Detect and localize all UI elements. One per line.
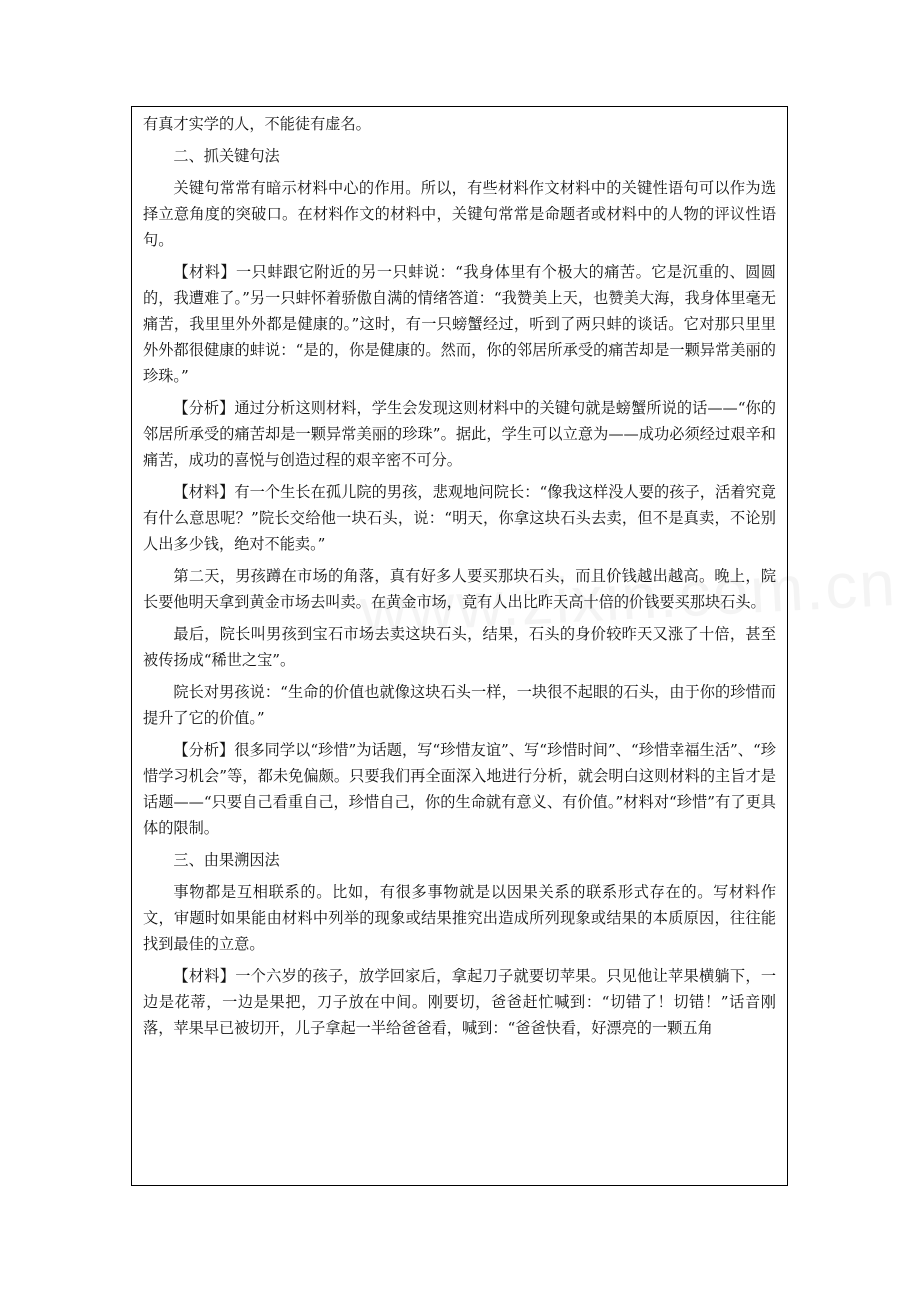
paragraph: 事物都是互相联系的。比如，有很多事物就是以因果关系的联系形式存在的。写材料作文，审题时如果能由材料中列举的现象或结果推究出造成所列现象或结果的本质原因，往往能找到最佳的立意。 [143, 883, 776, 953]
paragraph: 院长对男孩说：“生命的价值也就像这块石头一样，一块很不起眼的石头，由于你的珍惜而提升了它的价值。” [143, 683, 776, 727]
section-heading-cause-effect: 三、由果溯因法 [173, 851, 280, 869]
paragraph: 第二天，男孩蹲在市场的角落，真有好多人要买那块石头，而且价钱越出越高。晚上，院长要他明天拿到黄金市场去叫卖。在黄金市场，竟有人出比昨天高十倍的价钱要买那块石头。 [143, 567, 776, 611]
paragraph-material: 【材料】一只蚌跟它附近的另一只蚌说：“我身体里有个极大的痛苦。它是沉重的、圆圆的，我遭难了。”另一只蚌怀着骄傲自满的情绪答道：“我赞美上天，也赞美大海，我身体里毫无痛苦，我里里外外都是健康的。”这时，有一只螃蟹经过，听到了两只蚌的谈话。它对那只里里外外都很健康的蚌说：“是的，你是健康的。然而，你的邻居所承受的痛苦却是一颗异常美丽的珍珠。” [143, 263, 776, 385]
paragraph-analysis: 【分析】通过分析这则材料，学生会发现这则材料中的关键句就是螃蟹所说的话——“你的邻居所承受的痛苦却是一颗异常美丽的珍珠”。据此，学生可以立意为——成功必须经过艰辛和痛苦，成功的喜悦与创造过程的艰辛密不可分。 [143, 399, 776, 469]
paragraph: 关键句常常有暗示材料中心的作用。所以，有些材料作文材料中的关键性语句可以作为选择立意角度的突破口。在材料作文的材料中，关键句常常是命题者或材料中的人物的评议性语句。 [143, 179, 776, 249]
paragraph: 最后，院长叫男孩到宝石市场去卖这块石头，结果，石头的身价较昨天又涨了十倍，甚至被传扬成“稀世之宝”。 [143, 625, 776, 669]
document-frame [131, 106, 788, 1186]
paragraph-material: 【材料】一个六岁的孩子，放学回家后，拿起刀子就要切苹果。只见他让苹果横躺下，一边是花蒂，一边是果把，刀子放在中间。刚要切，爸爸赶忙喊到：“切错了！切错！”话音刚落，苹果早已被切开，儿子拿起一半给爸爸看，喊到：“爸爸快看，好漂亮的一颗五角 [143, 967, 776, 1037]
document-body [143, 111, 776, 1047]
paragraph-intro-tail: 有真才实学的人，不能徒有虚名。 [143, 115, 371, 133]
paragraph-analysis: 【分析】很多同学以“珍惜”为话题，写“珍惜友谊”、写“珍惜时间”、“珍惜幸福生活”、“珍惜学习机会”等，都未免偏颇。只要我们再全面深入地进行分析，就会明白这则材料的主旨才是话题——“只要自己看重自己，珍惜自己，你的生命就有意义、有价值。”材料对“珍惜”有了更具体的限制。 [143, 741, 776, 837]
section-heading-key-sentence: 二、抓关键句法 [173, 147, 280, 165]
paragraph-material: 【材料】有一个生长在孤儿院的男孩，悲观地问院长：“像我这样没人要的孩子，活着究竟有什么意思呢？”院长交给他一块石头，说：“明天，你拿这块石头去卖，但不是真卖，不论别人出多少钱，绝对不能卖。” [143, 483, 776, 553]
